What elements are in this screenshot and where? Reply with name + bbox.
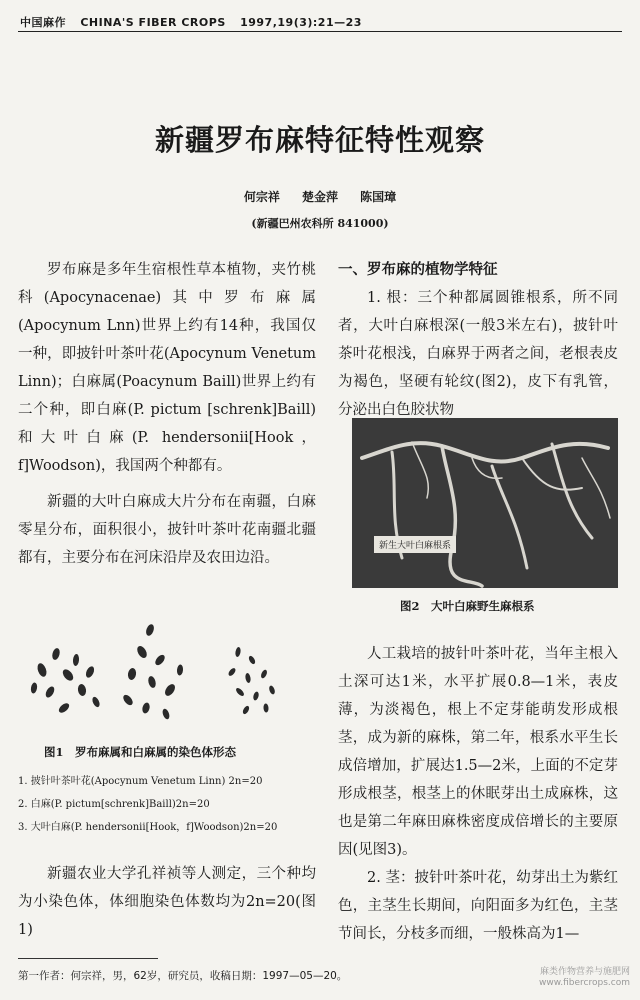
figure-1-chromosomes: [20, 612, 300, 727]
figure-2-caption: 图2 大叶白麻野生麻根系: [400, 599, 535, 613]
footnote: 第一作者：何宗祥，男，62岁，研究员，收稿日期：1997—05—20。: [18, 970, 348, 982]
journal-citation: 1997,19(3):21—23: [240, 16, 362, 29]
figure-2-inner-label: 新生大叶白麻根系: [374, 536, 456, 553]
watermark-line-1: 麻类作物营养与施肥网: [539, 967, 630, 977]
right-column-cultivation: [338, 640, 618, 948]
left-column-chromosome-text: [18, 860, 316, 944]
figure-1-note-1: 1. 披针叶茶叶花(Apocynum Venetum Linn) 2n=20: [18, 776, 263, 787]
root-system-drawing: [352, 418, 618, 588]
left-column-intro: [18, 256, 316, 572]
intro-paragraph-1: 罗布麻是多年生宿根性草本植物，夹竹桃科(Apocynacenae)其中罗布麻属(Apocynum Lnn)世界上约有14种，我国仅一种，即披针叶茶叶花(Apocynum Venetum Linn)；白麻属(Poacynum Baill)世界上约有二个种，即白麻(P. pictum [schrenk]Baill)和大叶白麻(P. hendersonii[Hook，f]Woodson)，我国两个种都有。: [18, 262, 316, 474]
figure-1-note-3: 3. 大叶白麻(P. hendersonii[Hook，f]Woodson)2n=20: [18, 822, 278, 833]
header-rule: [18, 31, 622, 32]
watermark: [539, 967, 630, 989]
section-1-heading: 一、罗布麻的植物学特征: [338, 261, 498, 278]
intro-paragraph-2: 新疆的大叶白麻成大片分布在南疆，白麻零星分布，面积很小，披针叶茶叶花南疆北疆都有，主要分布在河床沿岸及农田边沿。: [18, 494, 316, 566]
right-column-roots: [338, 256, 618, 424]
journal-name-en: CHINA'S FIBER CROPS: [80, 16, 226, 29]
stem-paragraph: 2. 茎：披针叶茶叶花，幼芽出土为紫红色，主茎生长期间，向阳面多为红色，主茎节间长，分枝多而细，一般株高为1—: [338, 870, 618, 942]
roots-paragraph: 1. 根：三个种都属圆锥根系，所不同者，大叶白麻根深(一般3米左右)，披针叶茶叶花根浅，白麻界于两者之间，老根表皮为褐色，坚硬有轮纹(图2)，皮下有乳管，分泌出白色胶状物: [338, 290, 618, 418]
cultivation-paragraph: 人工栽培的披针叶茶叶花，当年主根入土深可达1米，水平扩展0.8—1米，表皮薄，为淡褐色，根上不定芽能萌发形成根茎，成为新的麻株，第二年，根系水平生长成倍增加，扩展达1.5—2米，上面的不定芽形成根茎，根茎上的休眠芽出土成麻株，这也是第二年麻田麻株密度成倍增长的主要原因(见图3)。: [338, 646, 618, 858]
affiliation: (新疆巴州农科所 841000): [251, 217, 389, 230]
authors: 何宗祥 楚金萍 陈国璋: [243, 190, 397, 204]
paper-title: 新疆罗布麻特征特性观察: [154, 123, 485, 157]
journal-header: [20, 14, 620, 30]
figure-1-note-2: 2. 白麻(P. pictum[schrenk]Baill)2n=20: [18, 799, 210, 810]
journal-name-cn: 中国麻作: [20, 16, 66, 29]
figure-1-caption: 图1 罗布麻属和白麻属的染色体形态: [44, 745, 236, 759]
chromosome-paragraph: 新疆农业大学孔祥祯等人测定，三个种均为小染色体，体细胞染色体数均为2n=20(图1): [18, 866, 316, 938]
figure-2-root-photo: [352, 418, 618, 588]
watermark-line-2: www.fibercrops.com: [539, 978, 630, 988]
footnote-rule: [18, 958, 158, 959]
